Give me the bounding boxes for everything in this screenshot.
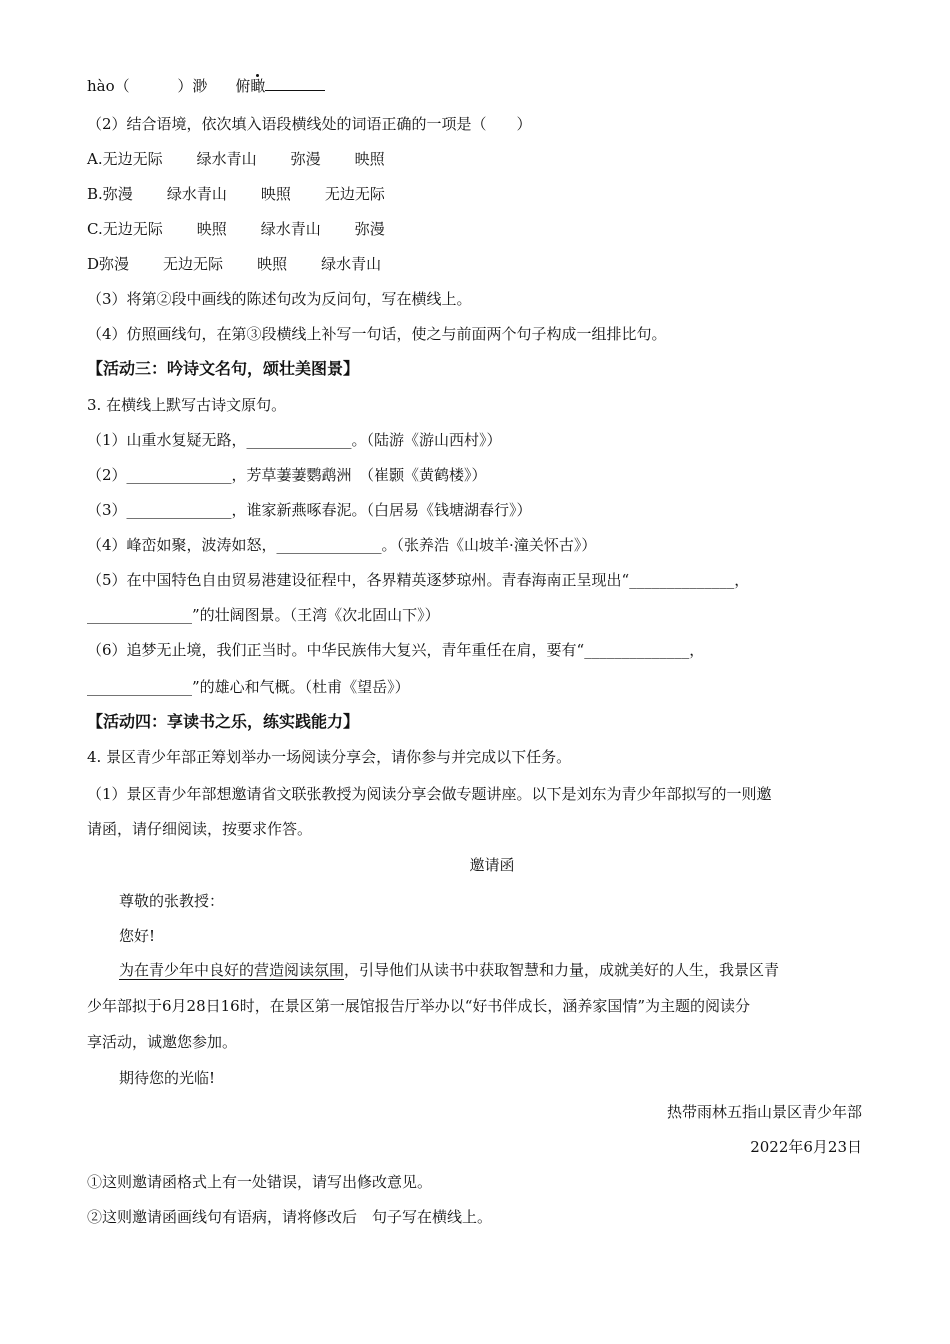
activity4-heading: 【活动四：享读书之乐，练实践能力】 [87, 712, 360, 731]
task-2: ②这则邀请函画线句有语病，请将修改后 句子写在横线上。 [87, 1208, 493, 1226]
poem-item-5-cont: ______________”的壮阔图景。（王湾《次北固山下》） [87, 606, 440, 624]
q4-sub: （4）仿照画线句，在第③段横线上补写一句话，使之与前面两个句子构成一组排比句。 [87, 325, 667, 343]
dotted-character: 瞰 [250, 77, 266, 95]
letter-body-3: 享活动，诚邀您参加。 [87, 1033, 238, 1051]
task-1: ①这则邀请函格式上有一处错误，请写出修改意见。 [87, 1173, 433, 1191]
poem-item-3: （3）______________，谁家新燕啄春泥。（白居易《钱塘湖春行》） [87, 501, 532, 519]
poem-item-6-cont: ______________”的雄心和气概。（杜甫《望岳》） [87, 678, 410, 696]
letter-title: 邀请函 [469, 856, 515, 874]
q3-sub: （3）将第②段中画线的陈述句改为反问句，写在横线上。 [87, 290, 472, 308]
option-d: D弥漫 无边无际 映照 绿水青山 [87, 255, 382, 273]
option-a: A.无边无际 绿水青山 弥漫 映照 [87, 150, 385, 168]
letter-greeting: 您好! [119, 927, 156, 945]
pinyin-line: hào（ ）渺 俯瞰 [87, 75, 325, 97]
activity3-heading: 【活动三：吟诗文名句，颂壮美图景】 [87, 359, 360, 378]
letter-closing: 期待您的光临! [119, 1069, 216, 1087]
option-b: B.弥漫 绿水青山 映照 无边无际 [87, 185, 385, 203]
q2-stem: （2）结合语境，依次填入语段横线处的词语正确的一项是（ ） [87, 115, 532, 133]
poem-item-1: （1）山重水复疑无路，______________。（陆游《游山西村》） [87, 431, 502, 449]
letter-salutation: 尊敬的张教授： [119, 892, 225, 910]
poem-item-6: （6）追梦无止境，我们正当时。中华民族伟大复兴，青年重任在肩，要有“______________， [87, 641, 705, 659]
letter-body-1: 为在青少年中良好的营造阅读氛围，引导他们从读书中获取智慧和力量，成就美好的人生，我景区青 [119, 961, 780, 979]
letter-signature: 热带雨林五指山景区青少年部 [666, 1103, 862, 1121]
activity4-intro-1: （1）景区青少年部想邀请省文联张教授为阅读分享会做专题讲座。以下是刘东为青少年部拟写的一则邀 [87, 785, 772, 803]
activity3-question: 3. 在横线上默写古诗文原句。 [87, 396, 287, 414]
poem-item-4: （4）峰峦如聚，波涛如怒，______________。（张养浩《山坡羊·潼关怀古》） [87, 536, 597, 554]
underlined-sentence: 为在青少年中良好的营造阅读氛围 [119, 961, 345, 979]
activity4-intro-2: 请函，请仔细阅读，按要求作答。 [87, 820, 313, 838]
poem-item-2: （2）______________，芳草萋萋鹦鹉洲 （崔颢《黄鹤楼》） [87, 466, 487, 484]
letter-body-2: 少年部拟于6月28日16时，在景区第一展馆报告厅举办以“好书伴成长，涵养家国情”为主题的阅读分 [87, 997, 751, 1015]
poem-item-5: （5）在中国特色自由贸易港建设征程中，各界精英逐梦琼州。青春海南正呈现出“______________， [87, 571, 750, 589]
option-c: C.无边无际 映照 绿水青山 弥漫 [87, 220, 385, 238]
activity4-question: 4. 景区青少年部正筹划举办一场阅读分享会，请你参与并完成以下任务。 [87, 748, 572, 766]
answer-blank [265, 76, 325, 91]
letter-date: 2022年6月23日 [750, 1138, 862, 1156]
